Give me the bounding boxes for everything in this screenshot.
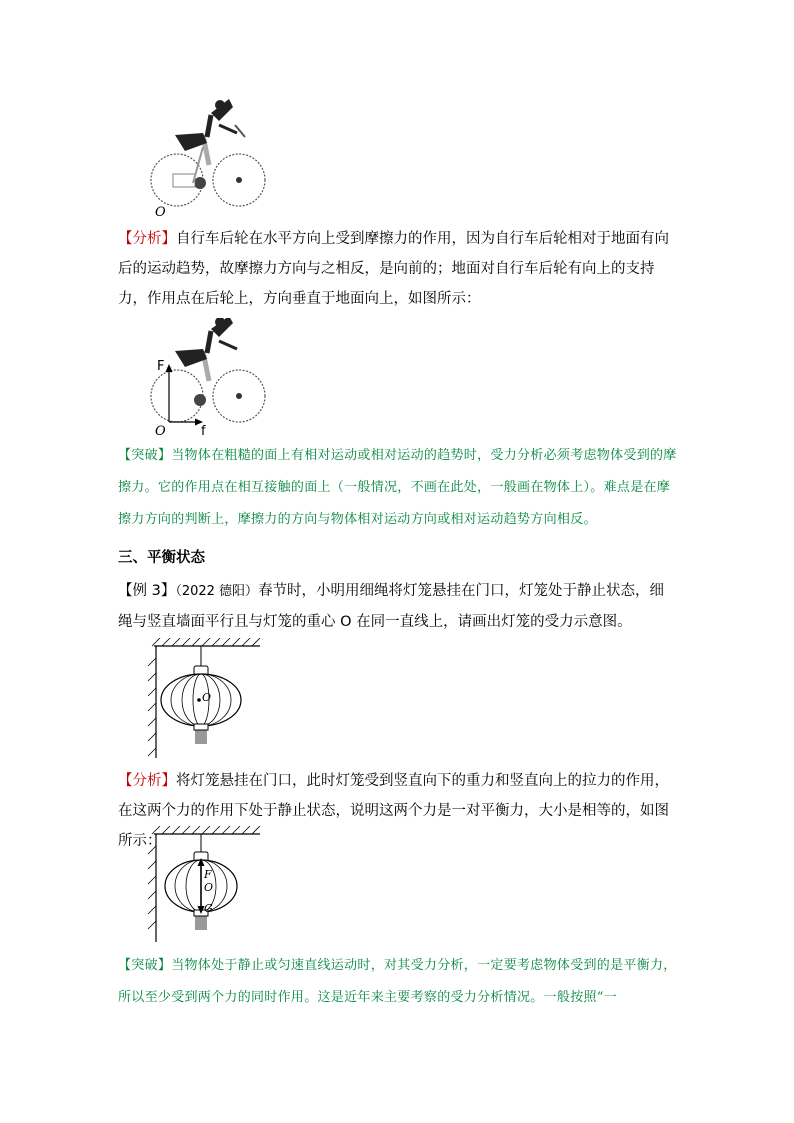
force-G-label: G [204, 902, 213, 915]
point-O-label: O [155, 424, 166, 436]
example-3 [118, 576, 678, 637]
analysis-text: 将灯笼悬挂在门口，此时灯笼受到竖直向下的重力和竖直向上的拉力的作用，在这两个力的作用下处于静止状态，说明这两个力是一对平衡力，大小是相等的，如图所示： [118, 773, 669, 849]
example-label: 【例 3】 [118, 583, 176, 599]
force-F-label: F [204, 868, 212, 881]
point-O-label: O [202, 691, 212, 704]
breakthrough-paragraph-2: 【突破】当物体处于静止或匀速直线运动时，对其受力分析，一定要考虑物体受到的是平衡力，所以至少受到两个力的同时作用。这是近年来主要考察的受力分析情况。一般按照“一 [118, 958, 677, 1005]
bicycle-figure-2 [145, 318, 270, 436]
force-F-subscript: 支 [166, 367, 173, 374]
analysis-tag: 【分析】 [118, 773, 176, 789]
point-O-label: O [155, 205, 166, 220]
lantern-figure-1 [140, 638, 265, 760]
example-source: （2022 德阳） [175, 584, 259, 599]
force-f-label: f [201, 424, 206, 436]
section-title: 三、平衡状态 [118, 550, 205, 566]
analysis-text: 自行车后轮在水平方向上受到摩擦力的作用，因为自行车后轮相对于地面有向后的运动趋势，故摩擦力方向与之相反，是向前的；地面对自行车后轮有向上的支持力，作用点在后轮上，方向垂直于地面向上，如图所示： [118, 231, 669, 307]
bicycle-figure-1 [145, 95, 270, 220]
force-F-label: F [157, 359, 165, 374]
example-text: 春节时，小明用细绳将灯笼悬挂在门口，灯笼处于静止状态，细绳与竖直墙面平行且与灯笼的重心 O 在同一直线上，请画出灯笼的受力示意图。 [118, 583, 665, 630]
breakthrough-paragraph-1: 【突破】当物体在粗糙的面上有相对运动或相对运动的趋势时，受力分析必须考虑物体受到的摩擦力。它的作用点在相互接触的面上（一般情况，不画在此处，一般画在物体上）。难点是在摩擦力方向的判断上，摩擦力的方向与物体相对运动方向或相对运动趋势方向相反。 [118, 448, 677, 527]
lantern-figure-2 [140, 826, 265, 944]
analysis-paragraph-1 [118, 224, 678, 314]
point-O-label: O [204, 881, 214, 894]
analysis-tag: 【分析】 [118, 231, 176, 247]
